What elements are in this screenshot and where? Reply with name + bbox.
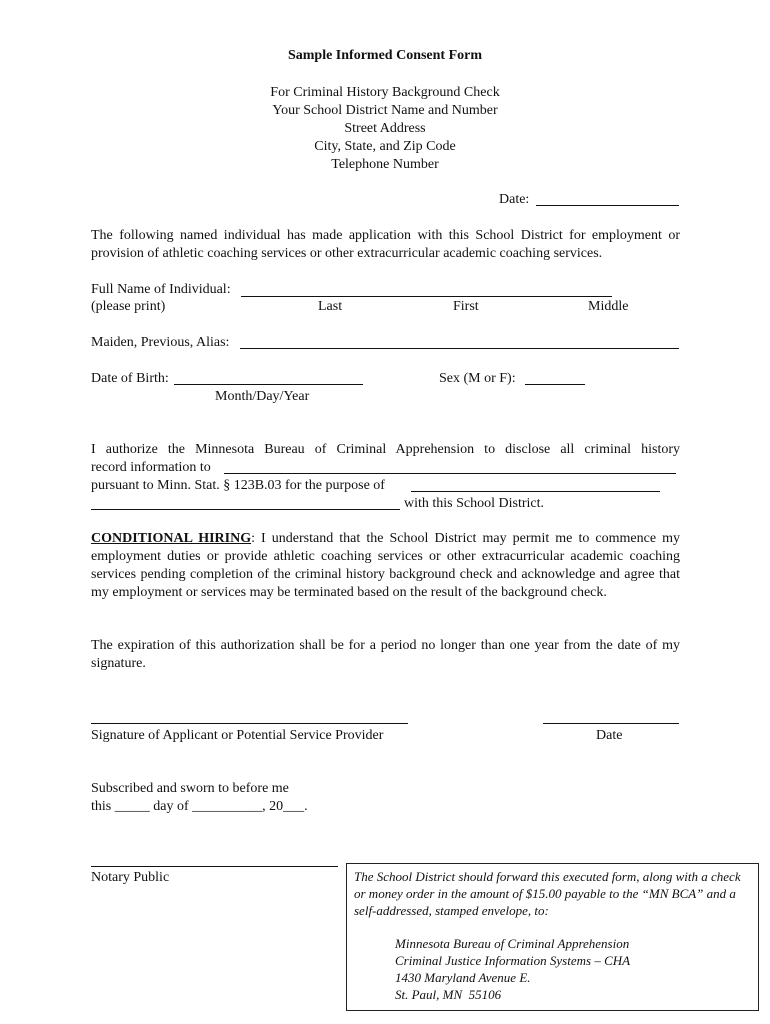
notary-label: Notary Public: [91, 870, 170, 885]
full-name-field[interactable]: [241, 296, 612, 297]
authorize-line-3: pursuant to Minn. Stat. § 123B.03 for the purpose of: [91, 478, 385, 493]
sex-label: Sex (M or F):: [439, 371, 516, 386]
notary-signature-field[interactable]: [91, 866, 338, 867]
conditional-hiring-heading: CONDITIONAL HIRING: [91, 531, 252, 546]
date-field[interactable]: [536, 205, 679, 206]
full-name-label: Full Name of Individual:: [91, 282, 231, 297]
street-address: Street Address: [344, 121, 426, 136]
address-line-2: Criminal Justice Information Systems – CHA: [395, 953, 631, 968]
signature-label: Signature of Applicant or Potential Service Provider: [91, 728, 384, 743]
date-label: Date:: [499, 192, 530, 207]
intro-paragraph: The following named individual has made application with this School District for employment or provision of athletic coaching services or other extracurricular academic coaching services.: [91, 228, 680, 261]
maiden-field[interactable]: [240, 348, 679, 349]
signature-field[interactable]: [91, 723, 408, 724]
conditional-hiring-paragraph: [91, 530, 680, 602]
purpose-field-cont[interactable]: [91, 509, 400, 510]
form-subtitle: For Criminal History Background Check: [270, 85, 500, 100]
dob-format-label: Month/Day/Year: [215, 389, 310, 404]
authorize-line-1: I authorize the Minnesota Bureau of Criminal Apprehension to disclose all criminal history: [91, 442, 680, 457]
first-name-label: First: [453, 299, 479, 314]
sworn-line-1: Subscribed and sworn to before me: [91, 781, 289, 796]
maiden-label: Maiden, Previous, Alias:: [91, 335, 230, 350]
signature-date-label: Date: [596, 728, 623, 743]
authorize-line-2: record information to: [91, 460, 211, 475]
please-print-note: (please print): [91, 299, 166, 314]
dob-field[interactable]: [174, 384, 363, 385]
signature-date-field[interactable]: [543, 723, 679, 724]
district-name: Your School District Name and Number: [272, 103, 498, 118]
form-title: Sample Informed Consent Form: [287, 48, 483, 63]
sworn-line-2: this _____ day of __________, 20___.: [91, 799, 308, 814]
purpose-field[interactable]: [411, 491, 660, 492]
address-line-1: Minnesota Bureau of Criminal Apprehension: [395, 936, 630, 951]
instructions-text: The School District should forward this executed form, along with a check or money order in the amount of $15.00 payable to the “MN BCA” and a self-addressed, stamped envelope, to:: [354, 869, 741, 918]
address-line-3: 1430 Maryland Avenue E.: [395, 970, 531, 985]
recipient-field[interactable]: [224, 473, 676, 474]
authorize-line-4: with this School District.: [404, 496, 544, 511]
telephone-number: Telephone Number: [331, 157, 439, 172]
middle-name-label: Middle: [588, 299, 629, 314]
dob-label: Date of Birth:: [91, 371, 169, 386]
sex-field[interactable]: [525, 384, 585, 385]
address-line-4: St. Paul, MN 55106: [395, 987, 502, 1002]
conditional-hiring-text: : I understand that the School District may permit me to commence my employment duties or provide athletic coaching services or other extracurricular academic coaching services pending completion of the criminal history background check and acknowledge and agree that my employment or services may be terminated based on the result of the background check.: [91, 531, 680, 600]
last-name-label: Last: [318, 299, 343, 314]
instructions-box: [346, 863, 759, 1011]
expiration-paragraph: The expiration of this authorization shall be for a period no longer than one year from the date of my signature.: [91, 638, 680, 671]
city-state-zip: City, State, and Zip Code: [314, 139, 456, 154]
